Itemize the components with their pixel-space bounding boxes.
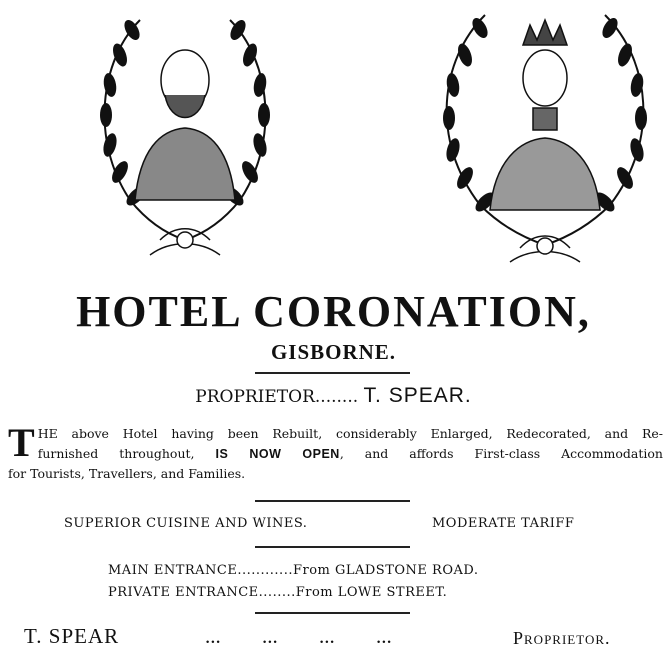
proprietor-name: T. SPEAR. (363, 384, 472, 407)
footer-proprietor-role: Proprietor. (513, 628, 611, 648)
cuisine-feature: SUPERIOR CUISINE AND WINES. (64, 516, 308, 531)
proprietor-leader: ........ (314, 387, 359, 407)
description-line-2 (8, 444, 663, 464)
divider-1 (255, 372, 410, 374)
proprietor-label: PROPRIETOR (195, 387, 315, 407)
footer-proprietor-name: T. SPEAR (24, 624, 120, 648)
proprietor-line (0, 384, 667, 408)
footer-dots: ... ... ... ... (205, 624, 392, 648)
king-portrait-image (80, 0, 290, 275)
drop-cap: T (8, 420, 35, 465)
divider-3 (255, 546, 410, 548)
now-open-text: IS NOW OPEN (215, 447, 340, 461)
description-line-3: for Tourists, Travellers, and Families. (8, 466, 246, 481)
hotel-title: HOTEL CORONATION, (76, 287, 591, 336)
private-entrance-line: PRIVATE ENTRANCE........From LOWE STREET. (108, 585, 448, 600)
divider-2 (255, 500, 410, 502)
queen-portrait-image (425, 0, 665, 275)
main-entrance-line: MAIN ENTRANCE............From GLADSTONE ROAD. (108, 563, 479, 578)
description-line-2-b: , and affords First-class Accommodation (339, 446, 663, 461)
hotel-description (8, 420, 663, 484)
description-line-1: HE above Hotel having been Rebuilt, considerably Enlarged, Redecorated, and Re- (37, 426, 663, 441)
town-name: GISBORNE. (270, 340, 397, 364)
divider-4 (255, 612, 410, 614)
description-line-2-a: furnished throughout, (37, 446, 216, 461)
tariff-feature: MODERATE TARIFF (432, 516, 575, 531)
